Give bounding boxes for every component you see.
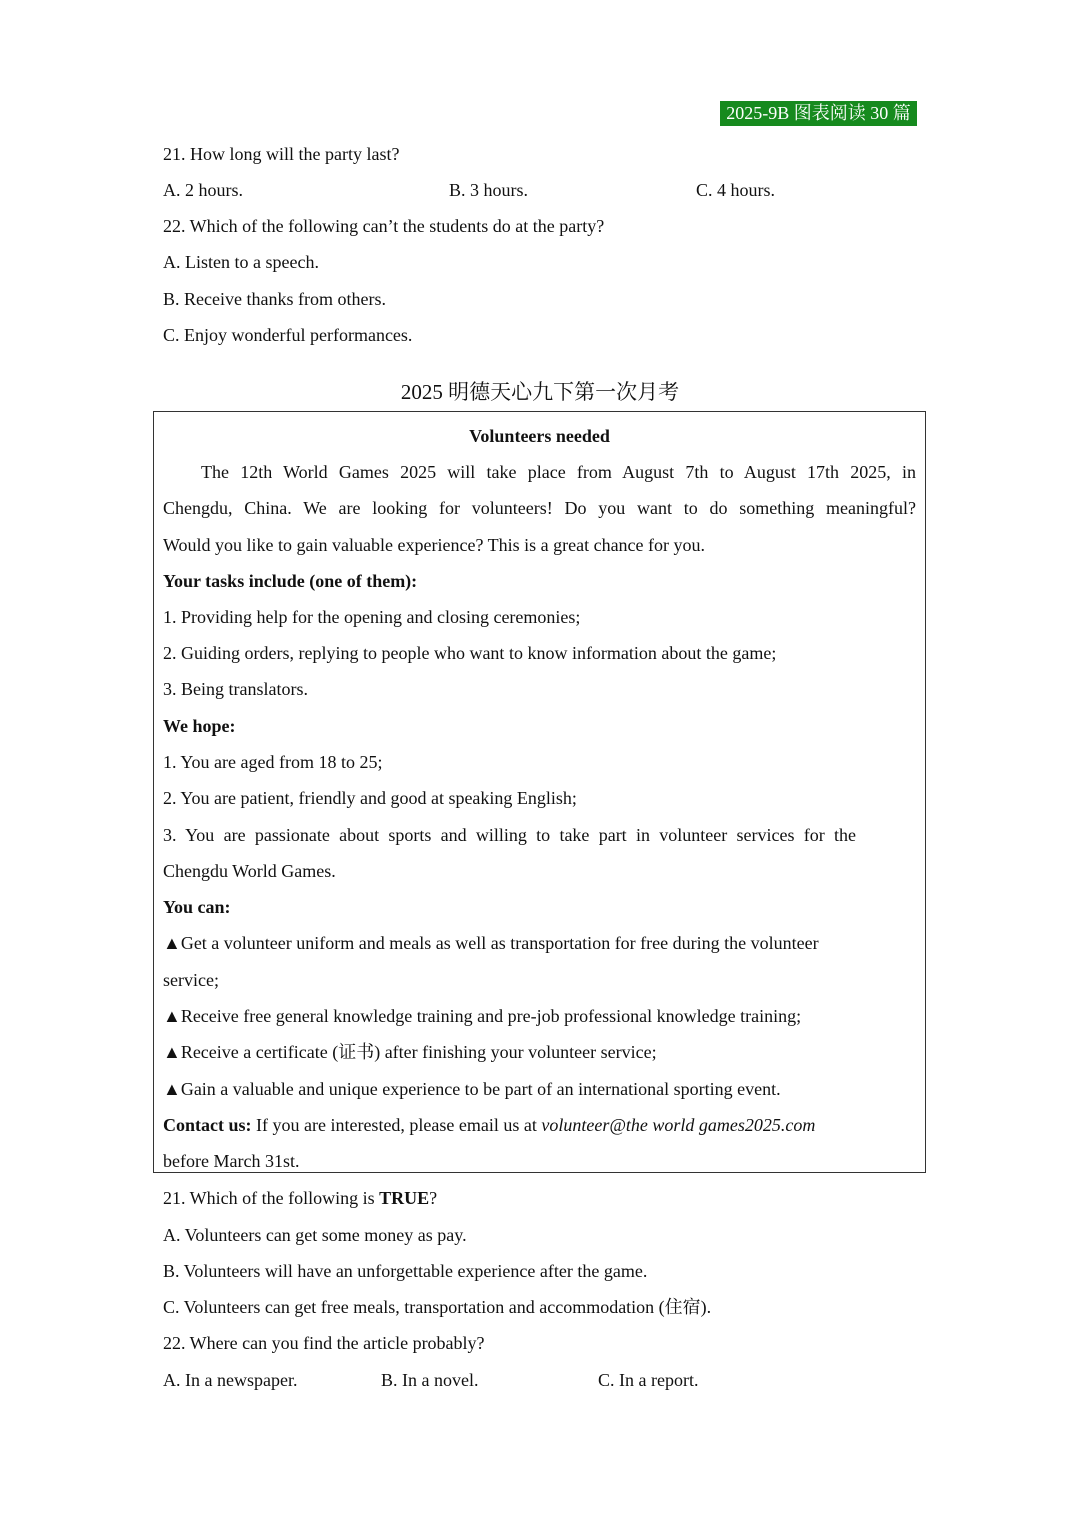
ad-intro-line-3: Would you like to gain valuable experience? This is a great chance for you. (163, 535, 706, 555)
hope-heading: We hope: (163, 716, 236, 736)
contact-text: If you are interested, please email us at (251, 1115, 542, 1135)
benefit-item: ▲Receive a certificate (证书) after finishing your volunteer service; (163, 1042, 657, 1062)
benefit-item: ▲Get a volunteer uniform and meals as well as transportation for free during the volunteer (163, 933, 819, 953)
ad-intro-line-2: Chengdu, China. We are looking for volunteers! Do you want to do something meaningful? (163, 498, 916, 518)
option-b: B. In a novel. (381, 1370, 479, 1390)
option-b: B. Receive thanks from others. (163, 289, 386, 309)
question-22-volunteer: 22. Where can you find the article probably? (163, 1333, 485, 1353)
contact-email: volunteer@the world games2025.com (541, 1115, 816, 1135)
tasks-heading: Your tasks include (one of them): (163, 571, 418, 591)
question-text: 21. Which of the following is (163, 1188, 380, 1208)
can-heading: You can: (163, 897, 231, 917)
task-item: 2. Guiding orders, replying to people who want to know information about the game; (163, 643, 777, 663)
contact-line (163, 1113, 916, 1137)
option-b: B. Volunteers will have an unforgettable experience after the game. (163, 1261, 648, 1281)
question-mark: ? (429, 1188, 438, 1208)
task-item: 1. Providing help for the opening and closing ceremonies; (163, 607, 581, 627)
option-b: B. 3 hours. (449, 180, 529, 200)
option-a: A. Listen to a speech. (163, 252, 319, 272)
question-22-party: 22. Which of the following can’t the students do at the party? (163, 216, 605, 236)
hope-item-continued: Chengdu World Games. (163, 861, 336, 881)
benefit-item-continued: service; (163, 970, 219, 990)
hope-item: 3. You are passionate about sports and willing to take part in volunteer services for the (163, 825, 856, 845)
contact-label: Contact us: (163, 1115, 252, 1135)
source-tag: 2025-9B 图表阅读 30 篇 (720, 101, 917, 126)
option-c: C. 4 hours. (696, 180, 776, 200)
option-a: A. In a newspaper. (163, 1370, 298, 1390)
question-21-party: 21. How long will the party last? (163, 144, 400, 164)
benefit-item: ▲Receive free general knowledge training and pre-job professional knowledge training; (163, 1006, 802, 1026)
option-c: C. Enjoy wonderful performances. (163, 325, 413, 345)
option-a: A. Volunteers can get some money as pay. (163, 1225, 467, 1245)
question-21-volunteer (163, 1186, 437, 1210)
ad-title: Volunteers needed (469, 426, 610, 446)
hope-item: 2. You are patient, friendly and good at speaking English; (163, 788, 577, 808)
hope-item: 1. You are aged from 18 to 25; (163, 752, 383, 772)
option-c: C. In a report. (598, 1370, 699, 1390)
contact-deadline: before March 31st. (163, 1151, 300, 1171)
question-emphasis: TRUE (379, 1188, 430, 1208)
option-c: C. Volunteers can get free meals, transportation and accommodation (住宿). (163, 1297, 712, 1317)
benefit-item: ▲Gain a valuable and unique experience to be part of an international sporting event. (163, 1079, 781, 1099)
option-a: A. 2 hours. (163, 180, 243, 200)
ad-intro-line-1: The 12th World Games 2025 will take place from August 7th to August 17th 2025, in (201, 462, 916, 482)
task-item: 3. Being translators. (163, 679, 308, 699)
section-title: 2025 明德天心九下第一次月考 (400, 380, 680, 404)
